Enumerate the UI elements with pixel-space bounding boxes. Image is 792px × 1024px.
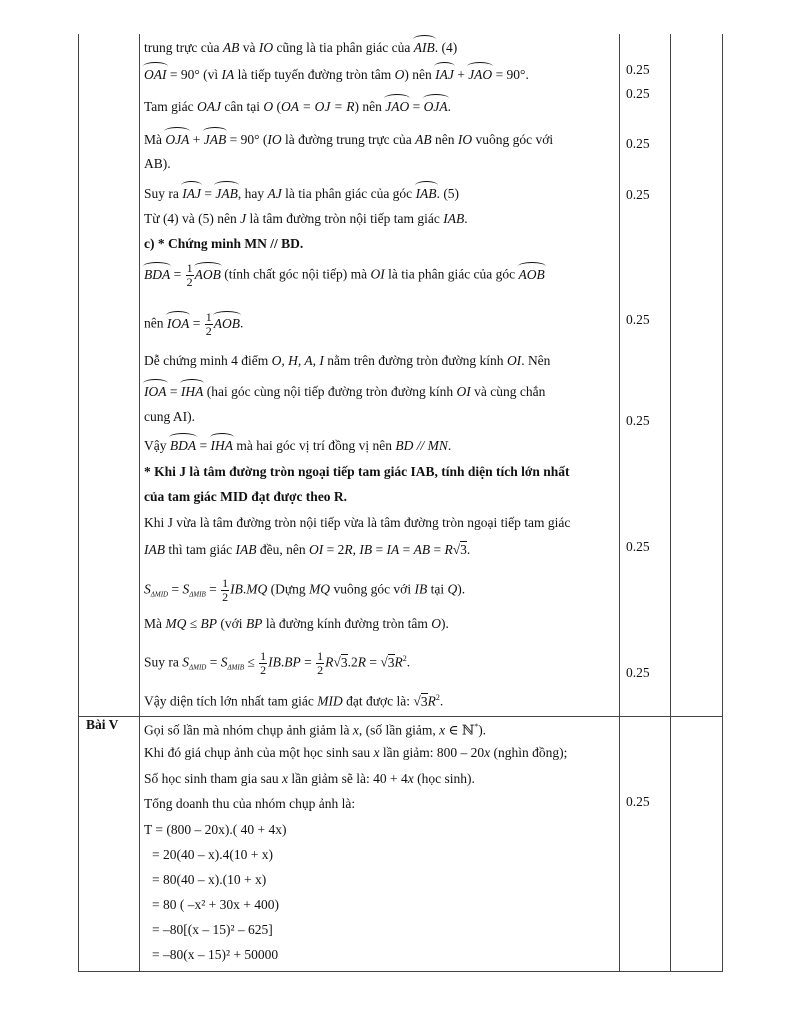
score: 0.25 [626, 86, 650, 101]
table-border-right [722, 34, 723, 972]
equation-line: T = (800 – 20x).( 40 + 4x) [144, 822, 287, 837]
solution-line: IOA = IHA (hai góc cùng nội tiếp đường tròn đường kính OI và cùng chắn [144, 384, 546, 399]
solution-line: Tổng doanh thu của nhóm chụp ảnh là: [144, 796, 356, 811]
row-divider [78, 716, 723, 717]
table-divider-1 [139, 34, 140, 972]
solution-line: OAI = 90° (vì IA là tiếp tuyến đường tròn tâm O) nên IAJ + JAO = 90°. [144, 67, 529, 82]
equation-line: = –80[(x – 15)² – 625] [152, 922, 273, 937]
equation-line: = 80(40 – x).(10 + x) [152, 872, 267, 887]
solution-line: Từ (4) và (5) nên J là tâm đường tròn nội tiếp tam giác IAB. [144, 211, 468, 226]
score: 0.25 [626, 665, 650, 680]
score: 0.25 [626, 136, 650, 151]
solution-line: Vậy diện tích lớn nhất tam giác MID đạt được là: $√3R^2$. [144, 693, 444, 709]
solution-line: IAB thì tam giác IAB đều, nên OI = 2R, IB = IA = AB = R√3. [144, 542, 471, 557]
solution-line: Suy ra IAJ = JAB, hay AJ là tia phân giác của góc IAB. (5) [144, 186, 460, 201]
equation-line: = –80(x – 15)² + 50000 [152, 947, 279, 962]
solution-line: Gọi số lần mà nhóm chụp ảnh giảm là x, (số lần giảm, x ∈ ℕ*). [144, 722, 487, 738]
section-heading: của tam giác MID đạt được theo R. [144, 489, 348, 504]
solution-line: Dễ chứng minh 4 điểm O, H, A, I nằm trên đường tròn đường kính OI. Nên [144, 353, 551, 368]
solution-line: trung trực của AB và IO cũng là tia phân giác của AIB. (4) [144, 40, 458, 55]
section-heading: c) * Chứng minh MN // BD. [144, 236, 304, 251]
table-border-left [78, 34, 79, 972]
solution-line: cung AI). [144, 409, 195, 424]
solution-line: AB). [144, 156, 171, 171]
answer-table [78, 34, 723, 972]
equation-line: = 20(40 – x).4(10 + x) [152, 847, 273, 862]
solution-line: Vậy BDA = IHA mà hai góc vị trí đồng vị nên BD // MN. [144, 438, 452, 453]
table-border-bottom [78, 971, 723, 972]
solution-line: Tam giác OAJ cân tại O (OA = OJ = R) nên JAO = OJA. [144, 99, 451, 114]
solution-line: Suy ra $S_{\Delta MID} = S_{\Delta MIB}$ ≤ $\frac{1}{2}$ IB.BP = $\frac{1}{2}$ $R√3.2R = √3R^2$. [144, 649, 411, 677]
score: 0.25 [626, 413, 650, 428]
solution-line: nên IOA = $\frac{1}{2}$ AOB. [144, 310, 244, 338]
solution-line: BDA = $\frac{1}{2}$ AOB (tính chất góc nội tiếp) mà OI là tia phân giác của góc AOB [144, 261, 545, 289]
solution-line: Khi đó giá chụp ảnh của một học sinh sau x lần giảm: 800 – 20x (nghìn đồng); [144, 745, 568, 760]
solution-line: Mà OJA + JAB = 90° (IO là đường trung trực của AB nên IO vuông góc với [144, 132, 554, 147]
solution-line: $S_{\Delta MID} = S_{\Delta MIB}$ = $\frac{1}{2}$ IB.MQ (Dựng MQ vuông góc với IB tại Q). [144, 576, 466, 604]
solution-line: Mà MQ ≤ BP (với BP là đường kính đường tròn tâm O). [144, 616, 449, 631]
section-label: Bài V [86, 717, 119, 732]
table-divider-3 [670, 34, 671, 972]
table-divider-2 [619, 34, 620, 972]
section-heading: * Khi J là tâm đường tròn ngoại tiếp tam giác IAB, tính diện tích lớn nhất [144, 464, 570, 479]
score: 0.25 [626, 794, 650, 809]
equation-line: = 80 ( –x² + 30x + 400) [152, 897, 280, 912]
solution-line: Số học sinh tham gia sau x lần giảm sẽ là: 40 + 4x (học sinh). [144, 771, 475, 786]
score: 0.25 [626, 312, 650, 327]
solution-line: Khi J vừa là tâm đường tròn nội tiếp vừa là tâm đường tròn ngoại tiếp tam giác [144, 515, 571, 530]
score: 0.25 [626, 62, 650, 77]
score: 0.25 [626, 187, 650, 202]
score: 0.25 [626, 539, 650, 554]
